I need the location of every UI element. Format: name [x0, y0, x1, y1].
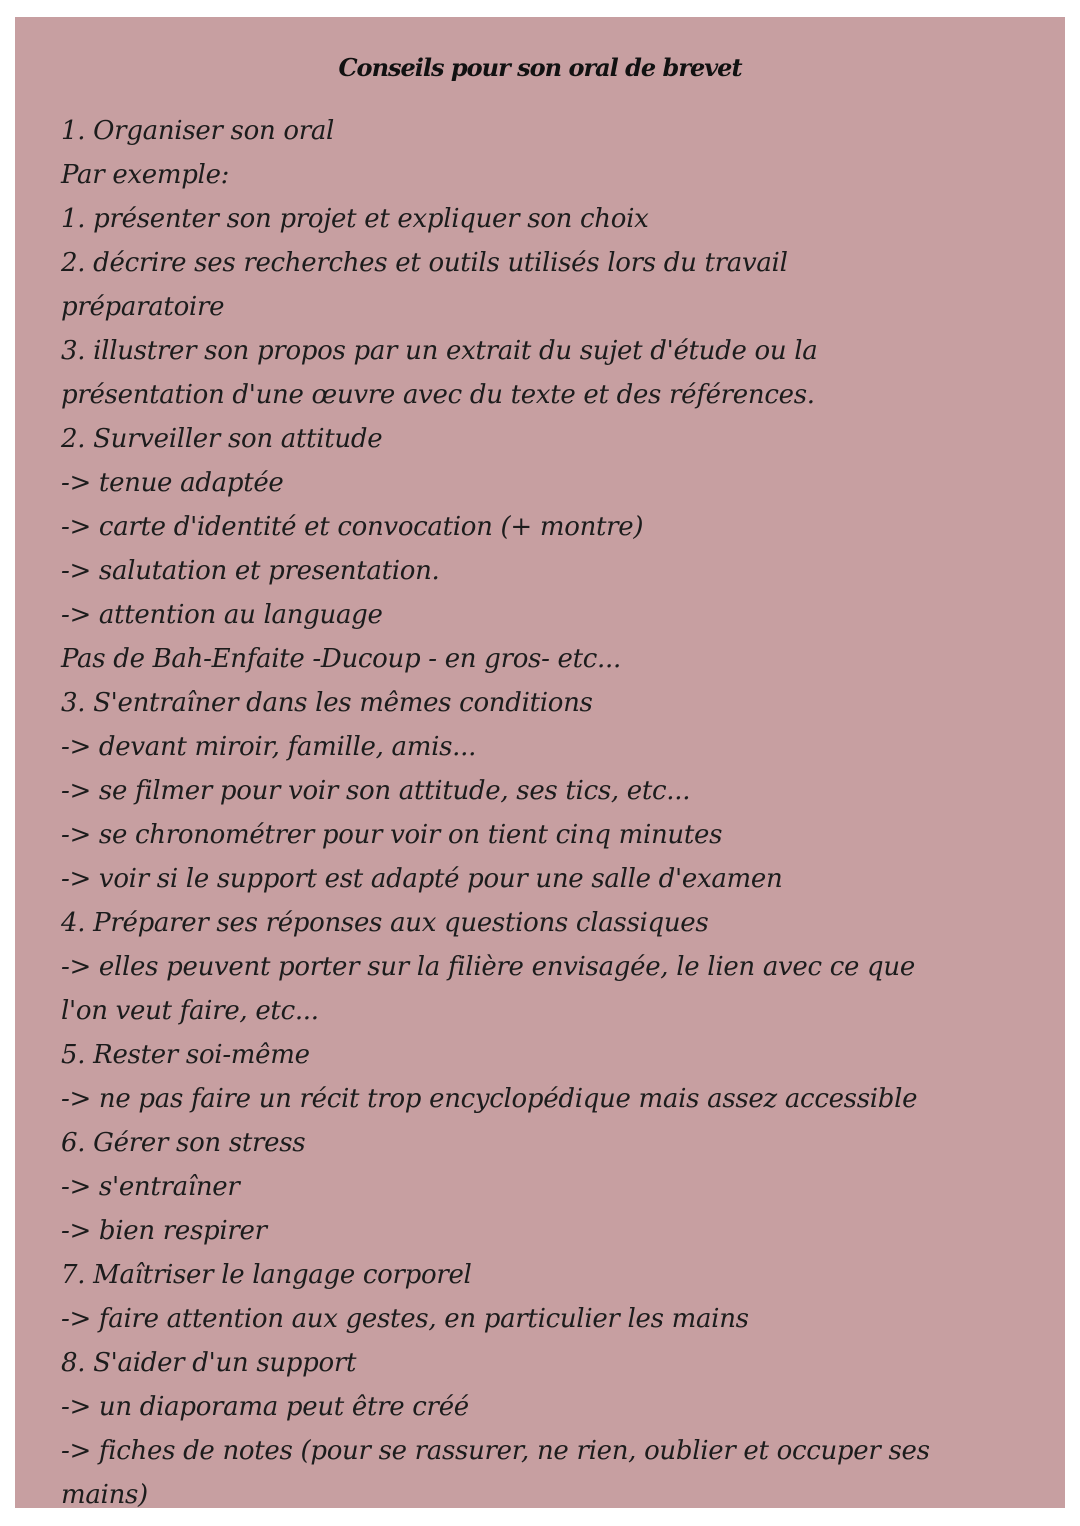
- document-body: [61, 109, 1051, 1508]
- text-line: 1. Organiser son oral: [61, 116, 335, 146]
- text-line: présentation d'une œuvre avec du texte et des références.: [61, 380, 815, 410]
- document-title: Conseils pour son oral de brevet: [338, 53, 742, 82]
- text-line: -> carte d'identité et convocation (+ montre): [61, 512, 644, 542]
- text-line: -> bien respirer: [61, 1216, 267, 1246]
- text-line: 4. Préparer ses réponses aux questions classiques: [61, 908, 709, 938]
- text-line: 1. présenter son projet et expliquer son choix: [61, 204, 649, 234]
- text-line: -> attention au language: [61, 600, 383, 630]
- text-line: 3. S'entraîner dans les mêmes conditions: [61, 688, 593, 718]
- text-line: Pas de Bah-Enfaite -Ducoup - en gros- etc...: [61, 644, 621, 674]
- text-line: -> salutation et presentation.: [61, 556, 440, 586]
- text-line: -> elles peuvent porter sur la filière envisagée, le lien avec ce que: [61, 952, 915, 982]
- text-line: 3. illustrer son propos par un extrait du sujet d'étude ou la: [61, 336, 818, 366]
- text-line: 6. Gérer son stress: [61, 1128, 306, 1158]
- text-line: -> s'entraîner: [61, 1172, 240, 1202]
- text-line: -> un diaporama peut être créé: [61, 1392, 469, 1422]
- text-line: Par exemple:: [61, 160, 230, 190]
- text-line: -> voir si le support est adapté pour une salle d'examen: [61, 864, 783, 894]
- text-line: l'on veut faire, etc...: [61, 996, 319, 1026]
- text-line: 8. S'aider d'un support: [61, 1348, 357, 1378]
- text-line: 5. Rester soi-même: [61, 1040, 310, 1070]
- text-line: préparatoire: [61, 292, 225, 322]
- text-line: -> se chronométrer pour voir on tient cinq minutes: [61, 820, 723, 850]
- text-line: -> devant miroir, famille, amis...: [61, 732, 477, 762]
- text-line: -> faire attention aux gestes, en particulier les mains: [61, 1304, 749, 1334]
- document-sheet: [15, 17, 1065, 1508]
- text-line: -> se filmer pour voir son attitude, ses tics, etc...: [61, 776, 691, 806]
- text-line: mains): [61, 1480, 148, 1508]
- text-line: -> fiches de notes (pour se rassurer, ne rien, oublier et occuper ses: [61, 1436, 930, 1466]
- text-line: 2. Surveiller son attitude: [61, 424, 383, 454]
- text-line: 2. décrire ses recherches et outils utilisés lors du travail: [61, 248, 788, 278]
- text-line: -> tenue adaptée: [61, 468, 284, 498]
- text-line: 7. Maîtriser le langage corporel: [61, 1260, 472, 1290]
- text-line: -> ne pas faire un récit trop encyclopédique mais assez accessible: [61, 1084, 918, 1114]
